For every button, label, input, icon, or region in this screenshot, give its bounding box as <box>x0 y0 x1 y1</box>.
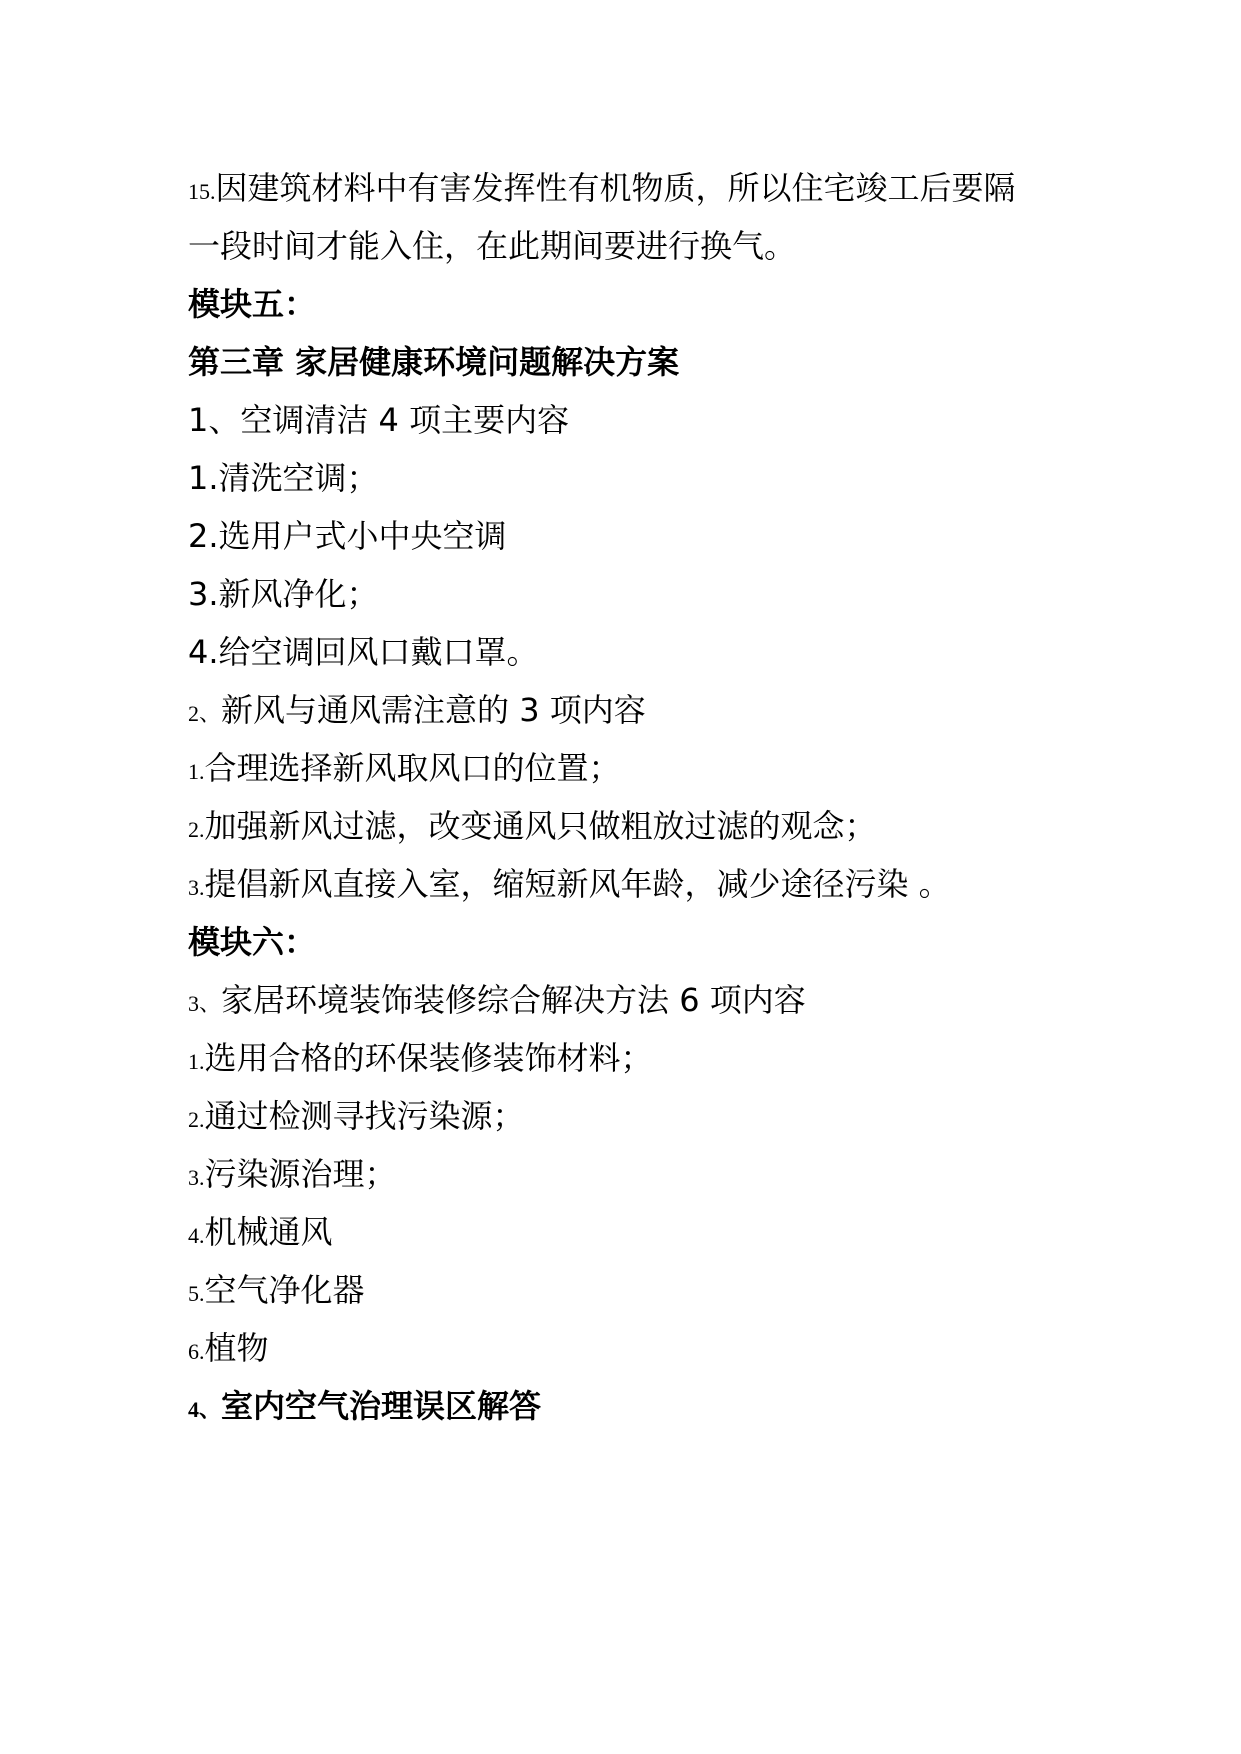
line-text: 植物 <box>204 1329 269 1367</box>
section-1-heading <box>188 400 569 440</box>
list-item <box>188 574 379 614</box>
line-text: 加强新风过滤，改变通风只做粗放过滤的观念； <box>204 807 877 845</box>
list-item <box>188 864 951 908</box>
line-text: 2.选用户式小中央空调 <box>188 517 507 555</box>
list-item <box>188 1154 397 1198</box>
line-text: 室内空气治理误区解答 <box>221 1387 542 1425</box>
chapter-three-heading <box>188 342 679 382</box>
item-number: 5. <box>188 1281 205 1306</box>
item-number: 1. <box>188 759 205 784</box>
line-text: 3.新风净化； <box>188 575 379 613</box>
item-number: 3. <box>188 1165 205 1190</box>
line-text: 空气净化器 <box>204 1271 365 1309</box>
item-number: 2. <box>188 1107 205 1132</box>
line-text: 因建筑材料中有害发挥性有机物质，所以住宅竣工后要隔 <box>215 169 1016 207</box>
list-item <box>188 1212 333 1256</box>
line-text: 第三章 家居健康环境问题解决方案 <box>188 343 680 381</box>
paragraph-line-1 <box>188 168 1016 212</box>
item-number: 2、 <box>188 701 222 726</box>
item-number: 6. <box>188 1339 205 1364</box>
section-2-heading <box>188 690 646 734</box>
line-text: 污染源治理； <box>204 1155 397 1193</box>
line-text: 1、空调清洁 4 项主要内容 <box>188 401 570 439</box>
list-item <box>188 1270 365 1314</box>
list-item <box>188 1328 269 1372</box>
section-3-heading <box>188 980 806 1024</box>
list-item <box>188 632 539 672</box>
line-text: 家居环境装饰装修综合解决方法 6 项内容 <box>221 981 806 1019</box>
line-text: 4.给空调回风口戴口罩。 <box>188 633 539 671</box>
module-six-heading <box>188 922 316 962</box>
list-item <box>188 806 877 850</box>
item-number: 15. <box>188 179 216 204</box>
line-text: 选用合格的环保装修装饰材料； <box>204 1039 653 1077</box>
item-number: 1. <box>188 1049 205 1074</box>
item-number: 2. <box>188 817 205 842</box>
line-text: 合理选择新风取风口的位置； <box>204 749 621 787</box>
item-number: 4、 <box>188 1397 222 1422</box>
item-number: 3. <box>188 875 205 900</box>
line-text: 机械通风 <box>204 1213 333 1251</box>
paragraph-line-2 <box>188 226 796 266</box>
line-text: 模块五： <box>188 285 317 323</box>
module-five-heading <box>188 284 316 324</box>
list-item <box>188 1038 653 1082</box>
line-text: 提倡新风直接入室，缩短新风年龄，减少途径污染 。 <box>204 865 951 903</box>
line-text: 一段时间才能入住，在此期间要进行换气。 <box>188 227 797 265</box>
line-text: 新风与通风需注意的 3 项内容 <box>221 691 646 729</box>
line-text: 通过检测寻找污染源； <box>204 1097 525 1135</box>
line-text: 模块六： <box>188 923 317 961</box>
list-item <box>188 1096 525 1140</box>
item-number: 3、 <box>188 991 222 1016</box>
item-number: 4. <box>188 1223 205 1248</box>
list-item <box>188 458 379 498</box>
list-item <box>188 516 507 556</box>
section-4-heading <box>188 1386 541 1430</box>
line-text: 1.清洗空调； <box>188 459 379 497</box>
list-item <box>188 748 621 792</box>
